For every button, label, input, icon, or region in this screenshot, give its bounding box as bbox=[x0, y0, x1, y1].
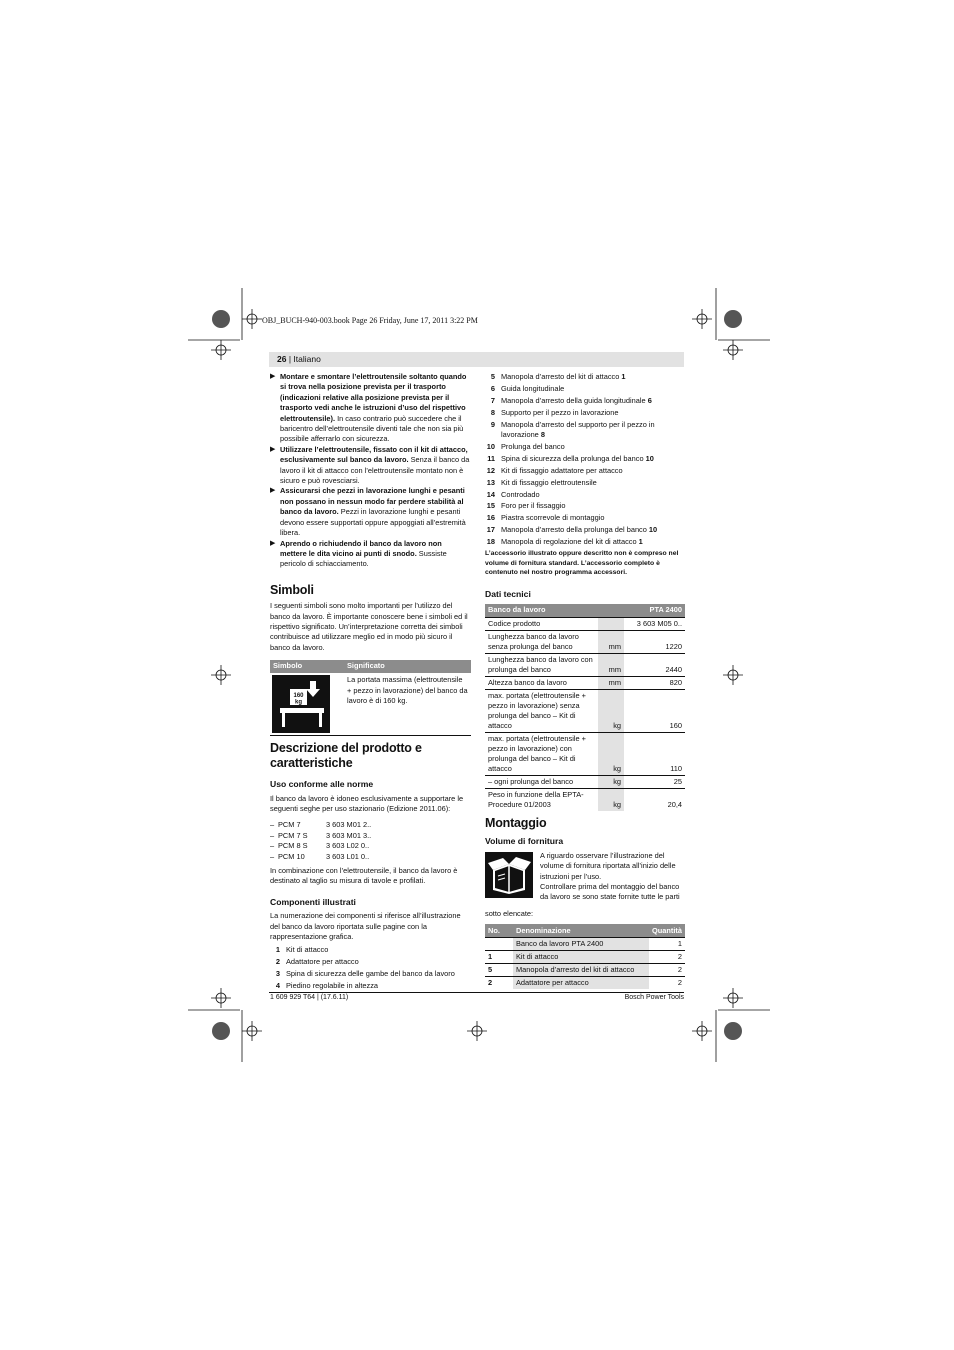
component-item bbox=[485, 466, 685, 476]
svg-text:kg: kg bbox=[294, 699, 303, 706]
component-text: Controdado bbox=[501, 489, 540, 499]
tech-unit: kg bbox=[598, 776, 624, 789]
tech-row bbox=[485, 677, 685, 690]
volume-title: Volume di fornitura bbox=[485, 836, 564, 847]
tech-unit: kg bbox=[598, 789, 624, 812]
component-text: Manopola d’arresto della guida longitudinale bbox=[501, 395, 648, 405]
combo-text: In combinazione con l’elettroutensile, il banco da lavoro è destinato al taglio su misura di tavole e profilati. bbox=[270, 866, 458, 886]
tech-value: 25 bbox=[624, 776, 685, 789]
tech-label: max. portata (elettroutensile + pezzo in lavorazione) senza prolunga del banco – Kit di attacco bbox=[485, 690, 598, 733]
component-ref: 1 bbox=[621, 372, 626, 381]
weight-limit-icon bbox=[272, 675, 330, 733]
symbol-table bbox=[270, 660, 471, 736]
component-number: 17 bbox=[486, 525, 495, 535]
component-ref: 1 bbox=[638, 537, 643, 547]
component-text: Spina di sicurezza della prolunga del banco bbox=[501, 453, 646, 463]
component-item bbox=[485, 408, 685, 418]
component-item bbox=[485, 454, 685, 464]
component-text: Manopola di regolazione del kit di attacco bbox=[501, 537, 639, 547]
component-number: 10 bbox=[486, 441, 495, 451]
uso-title: Uso conforme alle norme bbox=[270, 779, 374, 790]
delivery-no bbox=[485, 938, 513, 951]
saw-item: – PCM 7 3 603 M01 2.. bbox=[270, 820, 372, 830]
component-item bbox=[270, 945, 470, 955]
bullet-bold-text: Assicurarsi che pezzi in lavorazione lunghi e pesanti non possano in nessun modo far perdere stabilità al banco da lavoro. bbox=[280, 486, 465, 517]
bullet-bold-text: Montare e smontare l’elettroutensile soltanto quando si trova nella posizione prevista per il trasporto (indicazioni relative alla posizione prevista per il trasporto vedi anche le istruzioni d’uso del rispettivo elettroutensile). bbox=[280, 372, 467, 423]
component-item bbox=[485, 372, 685, 382]
header-language: Italiano bbox=[293, 354, 321, 364]
saw-code: 3 603 L02 0.. bbox=[326, 841, 370, 851]
tech-row bbox=[485, 654, 685, 677]
saw-name: PCM 10 bbox=[278, 851, 305, 861]
component-number: 13 bbox=[486, 477, 495, 487]
safety-bullet bbox=[270, 445, 470, 487]
montaggio-title: Montaggio bbox=[485, 816, 547, 830]
bullet-text: Senza il banco da lavoro il kit di attacco con l’elettroutensile montato non è sicuro e può rovesciarsi. bbox=[280, 455, 470, 486]
delivery-qty: 1 bbox=[649, 938, 685, 951]
tech-label: Peso in funzione della EPTA-Procedure 01/2003 bbox=[485, 789, 598, 812]
component-number: 11 bbox=[487, 453, 495, 463]
tech-value: 2440 bbox=[624, 654, 685, 677]
saw-list bbox=[270, 820, 470, 862]
box-icon bbox=[485, 852, 533, 898]
component-text: Supporto per il pezzo in lavorazione bbox=[501, 407, 619, 417]
component-item bbox=[270, 969, 470, 979]
tech-unit: mm bbox=[598, 631, 624, 654]
component-number: 14 bbox=[486, 489, 495, 499]
volume-text-3: sotto elencate: bbox=[485, 908, 534, 918]
tech-label: max. portata (elettroutensile + pezzo in lavorazione) con prolunga del banco – Kit di attacco bbox=[485, 733, 598, 776]
component-ref: 10 bbox=[645, 453, 654, 463]
saw-item: – PCM 10 3 603 L01 0.. bbox=[270, 851, 370, 861]
file-info: OBJ_BUCH-940-003.book Page 26 Friday, June 17, 2011 3:22 PM bbox=[262, 316, 478, 325]
tech-row bbox=[485, 631, 685, 654]
safety-bullets bbox=[270, 372, 470, 570]
bullet-bold-text: Utilizzare l’elettroutensile, fissato con il kit di attacco, esclusivamente sul banco da lavoro. bbox=[280, 444, 468, 465]
delivery-row bbox=[485, 964, 685, 977]
component-number: 3 bbox=[275, 969, 280, 979]
delivery-den: Manopola d’arresto del kit di attacco bbox=[513, 964, 649, 977]
saw-name: PCM 7 S bbox=[278, 830, 308, 840]
simboli-title: Simboli bbox=[270, 582, 314, 597]
bullet-text: In caso contrario può succedere che il baricentro dell’elettroutensile diventi tale che non sia più possibile afferrarlo con sicurezza. bbox=[280, 413, 464, 444]
components-intro: La numerazione dei componenti si riferisce all’illustrazione del banco da lavoro riportata sulle pagine con la rappresentazione grafica. bbox=[270, 911, 461, 942]
component-ref: 6 bbox=[647, 395, 652, 405]
saw-code: 3 603 M01 2.. bbox=[326, 820, 372, 830]
components-list-right bbox=[485, 372, 685, 548]
tech-row bbox=[485, 776, 685, 789]
footer-rule bbox=[269, 992, 684, 993]
delivery-row bbox=[485, 951, 685, 964]
component-text: Adattatore per attacco bbox=[286, 957, 359, 967]
saw-name: PCM 7 bbox=[278, 820, 301, 830]
component-text: Foro per il fissaggio bbox=[501, 501, 566, 511]
tech-unit bbox=[598, 618, 624, 631]
component-number: 5 bbox=[490, 372, 495, 381]
left-column bbox=[270, 372, 470, 993]
col-denominazione: Denominazione bbox=[513, 924, 649, 938]
component-number: 7 bbox=[490, 395, 495, 405]
components-title: Componenti illustrati bbox=[270, 896, 356, 907]
delivery-qty: 2 bbox=[649, 951, 685, 964]
tech-label: Lunghezza banco da lavoro senza prolunga del banco bbox=[485, 631, 598, 654]
tech-data-table bbox=[485, 604, 685, 811]
saw-name: PCM 8 S bbox=[278, 841, 308, 851]
tech-value: 820 bbox=[624, 677, 685, 690]
volume-text-1: A riguardo osservare l’illustrazione del volume di fornitura riportata all’inizio delle istruzioni per l’uso. bbox=[540, 850, 676, 881]
component-number: 9 bbox=[490, 419, 495, 429]
component-text: Manopola d’arresto del kit di attacco bbox=[501, 372, 622, 381]
component-item bbox=[485, 396, 685, 406]
component-text: Piastra scorrevole di montaggio bbox=[501, 513, 605, 523]
tech-value: 1220 bbox=[624, 631, 685, 654]
tech-label: Codice prodotto bbox=[485, 618, 598, 631]
component-text: Manopola d’arresto del supporto per il pezzo in lavorazione bbox=[501, 419, 655, 440]
tech-label: – ogni prolunga del banco bbox=[485, 776, 598, 789]
component-number: 8 bbox=[490, 407, 495, 417]
tech-unit: mm bbox=[598, 654, 624, 677]
component-item bbox=[485, 478, 685, 488]
component-number: 6 bbox=[490, 383, 495, 393]
page-number: 26 bbox=[277, 354, 287, 364]
tech-value: 3 603 M05 0.. bbox=[624, 618, 685, 631]
bullet-arrow-icon: ▶ bbox=[270, 445, 276, 453]
component-number: 12 bbox=[486, 465, 495, 475]
dati-title: Dati tecnici bbox=[485, 588, 531, 599]
delivery-qty: 2 bbox=[649, 977, 685, 990]
tech-value: 110 bbox=[624, 733, 685, 776]
tech-head-left: Banco da lavoro bbox=[485, 604, 624, 618]
right-column bbox=[485, 372, 685, 989]
tech-unit: kg bbox=[598, 690, 624, 733]
component-number: 1 bbox=[275, 945, 280, 955]
col-symbol: Simbolo bbox=[270, 660, 344, 673]
components-list-left bbox=[270, 945, 470, 991]
component-item bbox=[485, 442, 685, 452]
component-item bbox=[485, 384, 685, 394]
safety-bullet bbox=[270, 539, 470, 570]
component-text: Kit di fissaggio elettroutensile bbox=[501, 477, 597, 487]
component-number: 15 bbox=[486, 501, 495, 511]
delivery-row bbox=[485, 938, 685, 951]
safety-bullet bbox=[270, 486, 470, 538]
tech-unit: kg bbox=[598, 733, 624, 776]
component-item bbox=[485, 490, 685, 500]
component-item bbox=[270, 957, 470, 967]
delivery-qty: 2 bbox=[649, 964, 685, 977]
component-item bbox=[270, 981, 470, 991]
saw-item: – PCM 7 S 3 603 M01 3.. bbox=[270, 830, 372, 840]
delivery-no: 2 bbox=[485, 977, 513, 990]
delivery-den: Kit di attacco bbox=[513, 951, 649, 964]
tech-label: Lunghezza banco da lavoro con prolunga del banco bbox=[485, 654, 598, 677]
component-number: 18 bbox=[486, 537, 495, 547]
col-quantita: Quantità bbox=[649, 924, 685, 938]
component-text: Kit di attacco bbox=[286, 945, 329, 955]
descrizione-title: Descrizione del prodotto e caratteristiche bbox=[270, 741, 422, 771]
component-number: 2 bbox=[275, 957, 280, 967]
component-number: 16 bbox=[486, 513, 495, 523]
delivery-no: 1 bbox=[485, 951, 513, 964]
tech-row bbox=[485, 690, 685, 733]
component-text: Kit di fissaggio adattatore per attacco bbox=[501, 465, 623, 475]
component-ref: 8 bbox=[540, 430, 545, 440]
footer-left: 1 609 929 T64 | (17.6.11) bbox=[270, 994, 349, 1001]
component-text: Spina di sicurezza delle gambe del banco da lavoro bbox=[286, 969, 455, 979]
component-ref: 10 bbox=[648, 525, 658, 535]
component-text: Piedino regolabile in altezza bbox=[286, 981, 379, 991]
bullet-text: Pezzi in lavorazione lunghi e pesanti devono essere supportati oppure appoggiati all’estremità libera. bbox=[280, 507, 466, 538]
delivery-den: Banco da lavoro PTA 2400 bbox=[513, 938, 649, 951]
bullet-bold-text: Aprendo o richiudendo il banco da lavoro non mettere le dita vicino ai punti di snodo. bbox=[280, 538, 442, 558]
bullet-arrow-icon: ▶ bbox=[270, 487, 276, 495]
col-meaning: Significato bbox=[344, 660, 471, 673]
tech-label: Altezza banco da lavoro bbox=[485, 677, 598, 690]
delivery-row bbox=[485, 977, 685, 990]
tech-value: 160 bbox=[624, 690, 685, 733]
tech-row bbox=[485, 789, 685, 812]
tech-row bbox=[485, 733, 685, 776]
component-text: Prolunga del banco bbox=[501, 441, 565, 451]
volume-text-2: Controllare prima del montaggio del banco da lavoro se sono state fornite tutte le parti bbox=[540, 881, 680, 902]
footer-right: Bosch Power Tools bbox=[624, 994, 684, 1001]
component-item bbox=[485, 420, 685, 441]
saw-item: – PCM 8 S 3 603 L02 0.. bbox=[270, 841, 370, 851]
component-item bbox=[485, 537, 685, 547]
saw-code: 3 603 L01 0.. bbox=[326, 851, 370, 861]
symbol-meaning: La portata massima (elettroutensile + pezzo in lavorazione) del banco da lavoro è di 160 kg. bbox=[344, 673, 471, 736]
saw-code: 3 603 M01 3.. bbox=[326, 830, 372, 840]
uso-text: Il banco da lavoro è idoneo esclusivamente a supportare le seguenti seghe per uso stazionario (Edizione 2011.06): bbox=[270, 793, 464, 813]
simboli-intro: I seguenti simboli sono molto importanti per l’utilizzo del banco da lavoro. È importante conoscere bene i simboli ed il rispettivo significato. Un’interpretazione corretta dei simboli contribuisce ad utilizzare meglio ed in modo più sicuro il banco da lavoro. bbox=[270, 601, 468, 652]
component-item bbox=[485, 513, 685, 523]
bullet-arrow-icon: ▶ bbox=[270, 373, 276, 380]
weight-symbol-text: 160 bbox=[293, 693, 304, 700]
delivery-no: 5 bbox=[485, 964, 513, 977]
delivery-table bbox=[485, 924, 685, 989]
accessory-note: L’accessorio illustrato oppure descritto non è compreso nel volume di fornitura standard. L’accessorio completo è contenuto nel nostro programma accessori. bbox=[485, 550, 679, 577]
tech-row bbox=[485, 618, 685, 631]
component-text: Manopola d’arresto della prolunga del banco bbox=[501, 525, 649, 535]
safety-bullet bbox=[270, 372, 470, 445]
tech-unit: mm bbox=[598, 677, 624, 690]
page-header: 26 | Italiano bbox=[269, 352, 684, 367]
bullet-arrow-icon: ▶ bbox=[270, 539, 276, 547]
component-item bbox=[485, 501, 685, 511]
tech-value: 20,4 bbox=[624, 789, 685, 812]
component-number: 4 bbox=[275, 981, 280, 991]
col-no: No. bbox=[485, 924, 513, 938]
bullet-text: Sussiste pericolo di schiacciamento. bbox=[280, 548, 447, 569]
delivery-den: Adattatore per attacco bbox=[513, 977, 649, 990]
component-text: Guida longitudinale bbox=[501, 383, 565, 393]
component-item bbox=[485, 525, 685, 535]
tech-head-right: PTA 2400 bbox=[624, 604, 685, 618]
